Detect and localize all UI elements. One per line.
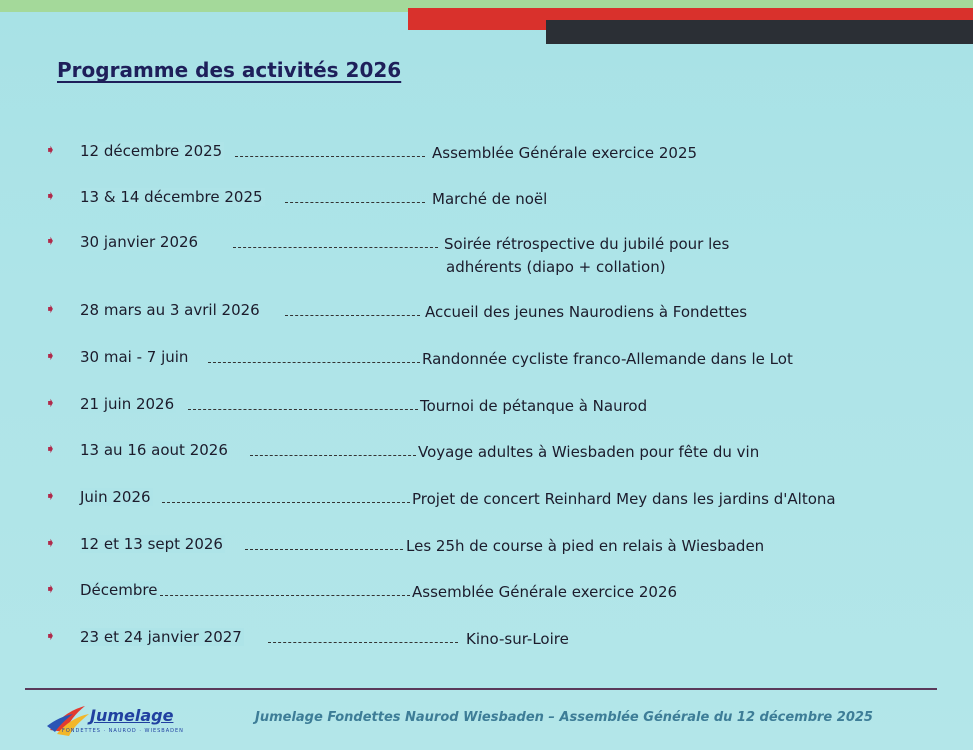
arrow-bullet-icon: ➧: [45, 536, 56, 551]
arrow-bullet-icon: ➧: [45, 143, 56, 158]
item-activity: Marché de noël: [432, 190, 548, 208]
item-date: 13 & 14 décembre 2025: [80, 188, 263, 206]
arrow-bullet-icon: ➧: [45, 629, 56, 644]
item-activity: Accueil des jeunes Naurodiens à Fondettes: [425, 303, 748, 321]
item-activity: Tournoi de pétanque à Naurod: [420, 397, 648, 415]
dotted-leader: [285, 315, 420, 316]
item-activity: Assemblée Générale exercice 2026: [412, 583, 678, 601]
dotted-leader: [233, 247, 438, 248]
arrow-bullet-icon: ➧: [45, 582, 56, 597]
dotted-leader: [160, 595, 410, 596]
list-item: [0, 581, 973, 609]
dotted-leader: [162, 502, 410, 503]
item-activity: Kino-sur-Loire: [466, 630, 569, 648]
dotted-leader: [235, 156, 425, 157]
arrow-bullet-icon: ➧: [45, 302, 56, 317]
footer-caption: Jumelage Fondettes Naurod Wiesbaden – Assemblée Générale du 12 décembre 2025: [255, 710, 873, 725]
item-activity: Soirée rétrospective du jubilé pour les: [444, 235, 730, 253]
list-item: [0, 441, 973, 469]
item-date: 23 et 24 janvier 2027: [80, 628, 242, 646]
arrow-bullet-icon: ➧: [45, 234, 56, 249]
list-item: [0, 535, 973, 563]
list-item: [0, 233, 973, 281]
top-dark-bar: [546, 20, 973, 44]
item-activity: Voyage adultes à Wiesbaden pour fête du vin: [418, 443, 760, 461]
item-date: 12 et 13 sept 2026: [80, 535, 223, 553]
item-activity: Projet de concert Reinhard Mey dans les jardins d'Altona: [412, 490, 836, 508]
list-item: [0, 142, 973, 170]
list-item: [0, 488, 973, 516]
list-item: [0, 395, 973, 423]
dotted-leader: [188, 409, 418, 410]
item-date: 28 mars au 3 avril 2026: [80, 301, 260, 319]
arrow-bullet-icon: ➧: [45, 349, 56, 364]
dotted-leader: [245, 549, 403, 550]
list-item: [0, 628, 973, 656]
item-activity-continued: adhérents (diapo + collation): [446, 258, 666, 276]
footer-divider: [25, 688, 937, 690]
item-date: Juin 2026: [80, 488, 151, 506]
arrow-bullet-icon: ➧: [45, 442, 56, 457]
dotted-leader: [250, 455, 416, 456]
logo-wordmark: Jumelage: [90, 706, 174, 725]
logo-subtitle: FONDETTES · NAUROD · WIESBADEN: [62, 728, 184, 734]
list-item: [0, 348, 973, 376]
page-title: Programme des activités 2026: [57, 58, 402, 82]
item-date: 13 au 16 aout 2026: [80, 441, 228, 459]
dotted-leader: [268, 642, 458, 643]
item-activity: Randonnée cycliste franco-Allemande dans le Lot: [422, 350, 793, 368]
item-date: 12 décembre 2025: [80, 142, 223, 160]
item-date: Décembre: [80, 581, 158, 599]
arrow-bullet-icon: ➧: [45, 489, 56, 504]
dotted-leader: [285, 202, 425, 203]
list-item: [0, 188, 973, 216]
arrow-bullet-icon: ➧: [45, 189, 56, 204]
dotted-leader: [208, 362, 420, 363]
list-item: [0, 301, 973, 329]
item-date: 30 janvier 2026: [80, 233, 199, 251]
item-date: 30 mai - 7 juin: [80, 348, 189, 366]
item-activity: Assemblée Générale exercice 2025: [432, 144, 698, 162]
item-activity: Les 25h de course à pied en relais à Wiesbaden: [406, 537, 765, 555]
arrow-bullet-icon: ➧: [45, 396, 56, 411]
item-date: 21 juin 2026: [80, 395, 175, 413]
